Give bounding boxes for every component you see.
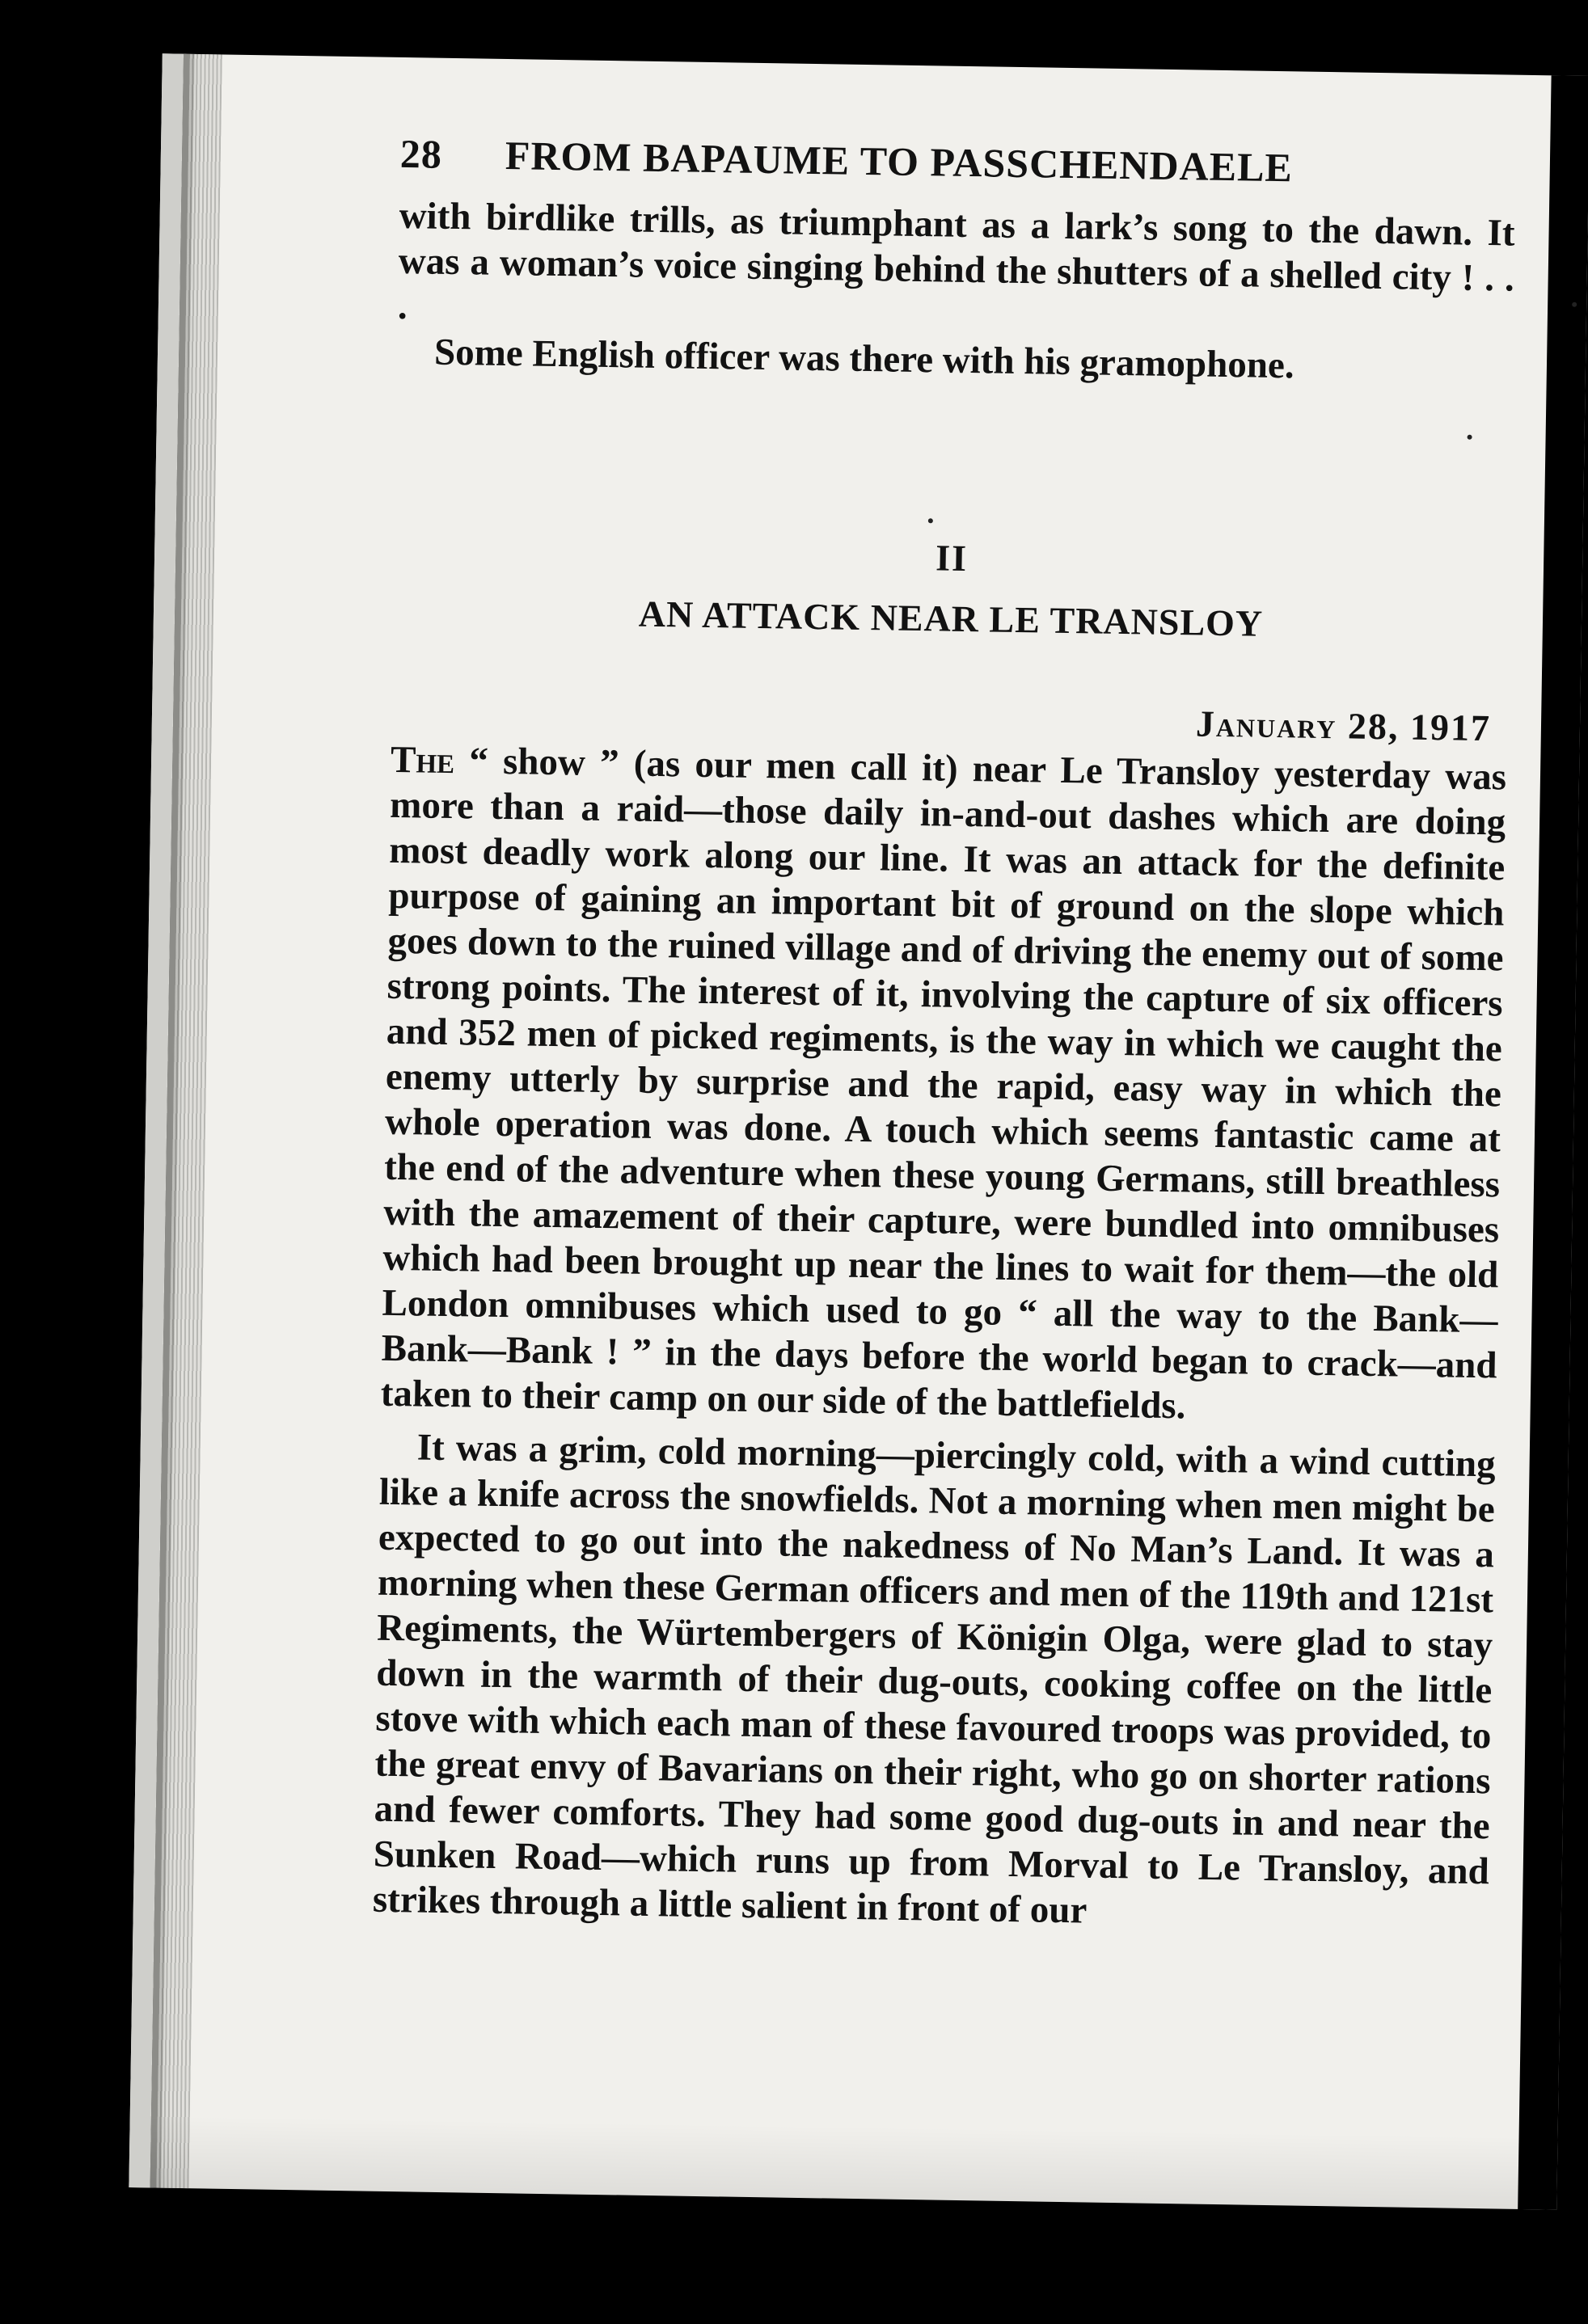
first-paragraph-text: “ show ” (as our men call it) near Le Transloy yesterday was more than a raid—those daily in-and-out dashes which are doing most deadly work along our line. It was an attack for the definite purpose of gaining an important bit of ground on the slope which goes down to the ruined village and of driving the enemy out of some strong points. The interest of it, involving the capture of six officers and 352 men of picked regiments, is the way in which we caught the enemy utterly by surprise and the rapid, easy way in which the whole operation was done. A touch which seems fantastic came at the end of the adventure when these young Germans, still breathless with the amazement of their capture, were bundled into omnibuses which had been brought up near the lines to wait for them—the old London omnibuses which used to go “ all the way to the Bank—Bank—Bank ! ” in the days before the world began to crack—and taken to their camp on our side of the battlefields. (380, 740, 1507, 1428)
paragraph-initial-word: The (390, 738, 455, 782)
book-spine-edge (156, 54, 222, 2188)
print-speck (1572, 302, 1577, 307)
page-number: 28 (399, 130, 443, 177)
page-content (373, 130, 1517, 1939)
section-number: II (935, 537, 969, 580)
continuation-paragraph: with birdlike trills, as triumphant as a lark’s song to the dawn. It was a woman’s voice singing behind the shutters of a shelled city ! . . . (397, 194, 1515, 328)
dateline: January 28, 1917 (1195, 702, 1492, 749)
running-title: FROM BAPAUME TO PASSCHENDAELE (505, 132, 1294, 191)
running-head (399, 130, 1516, 195)
closing-line: Some English officer was there with his gramophone. (433, 331, 1294, 387)
section-title: AN ATTACK NEAR LE TRANSLOY (638, 593, 1264, 644)
page-right-edge (1518, 75, 1588, 2209)
first-paragraph (380, 737, 1506, 1434)
second-paragraph: It was a grim, cold morning—piercingly cold, with a wind cutting like a knife across the snowfields. Not a morning when men might be expected to go out into the nakedness of No Man’s Land. It was a morning when these German officers and men of the 119th and 121st Regiments, the Würtembergers of Königin Olga, were glad to stay down in the warmth of their dug-outs, cooking coffee on the little stove with which each man of these favoured troops was provided, to the great envy of Bavarians on their right, who go on shorter rations and fewer comforts. They had some good dug-outs in and near the Sunken Road—which runs up from Morval to Le Transloy, and strikes through a little salient in front of our (372, 1426, 1497, 1932)
page-bottom-shadow (150, 2115, 1557, 2209)
book-page (129, 53, 1588, 2209)
